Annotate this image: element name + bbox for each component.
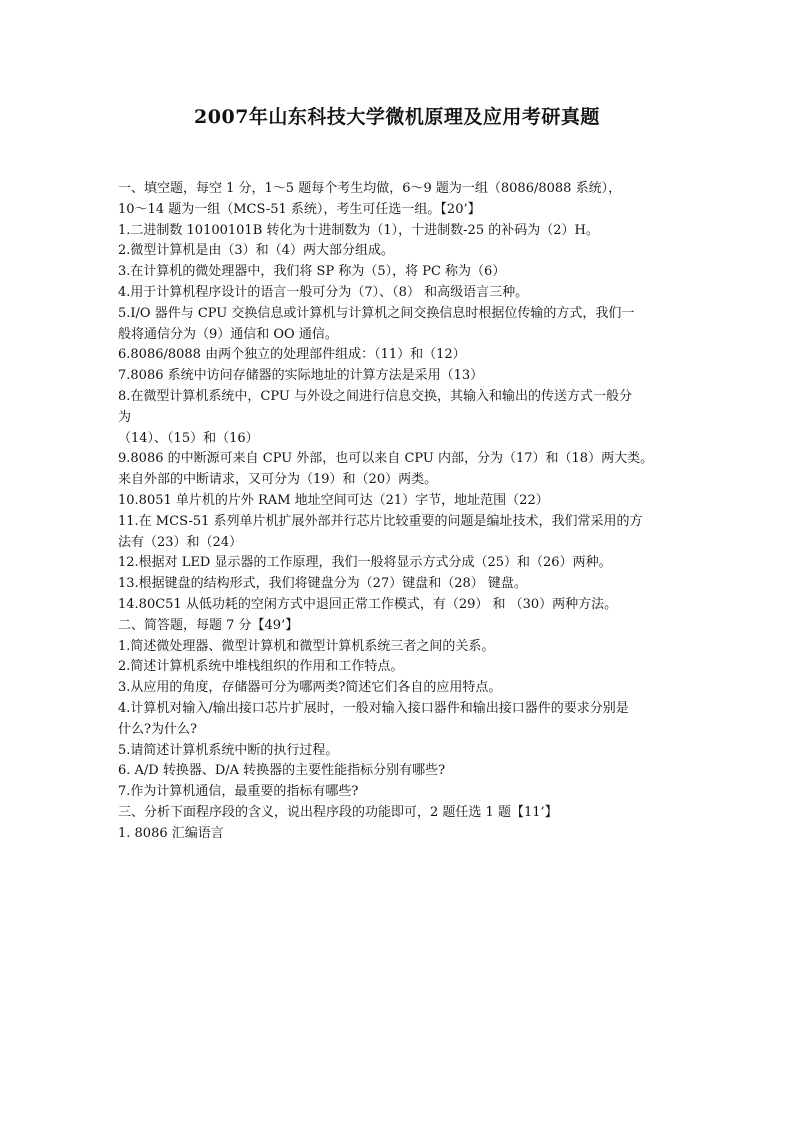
short-answer-5: 5.请简述计算机系统中断的执行过程。 xyxy=(118,742,339,758)
short-answer-2: 2.简述计算机系统中堆栈组织的作用和工作特点。 xyxy=(118,659,404,675)
section-1-heading: 一、填空题，每空 1 分，1～5 题每个考生均做，6～9 题为一组（8086/8088 系统）， xyxy=(118,181,622,196)
question-8-cont: 为 xyxy=(118,409,132,425)
question-8: 8.在微型计算机系统中，CPU 与外设之间进行信息交换，其输入和输出的传送方式一般分 xyxy=(118,388,632,404)
question-7: 7.8086 系统中访问存储器的实际地址的计算方法是采用（13） xyxy=(118,368,484,384)
section-2-heading: 二、简答题，每题 7 分【49’】 xyxy=(118,617,299,633)
short-answer-1: 1.简述微处理器、微型计算机和微型计算机系统三者之间的关系。 xyxy=(118,638,495,654)
section-3-heading: 三、分析下面程序段的含义，说出程序段的功能即可，2 题任选 1 题【11’】 xyxy=(118,804,558,820)
page-title: 2007年山东科技大学微机原理及应用考研真题 xyxy=(194,106,600,128)
question-6: 6.8086/8088 由两个独立的处理部件组成：（11）和（12） xyxy=(118,347,466,363)
analysis-1: 1. 8086 汇编语言 xyxy=(118,825,224,841)
short-answer-7: 7.作为计算机通信，最重要的指标有哪些? xyxy=(118,784,359,800)
short-answer-6: 6. A/D 转换器、D/A 转换器的主要性能指标分别有哪些? xyxy=(118,763,446,779)
question-10: 10.8051 单片机的片外 RAM 地址空间可达（21）字节，地址范围（22） xyxy=(118,492,549,508)
question-2: 2.微型计算机是由（3）和（4）两大部分组成。 xyxy=(118,243,394,259)
question-14: 14.80C51 从低功耗的空闲方式中退回正常工作模式，有（29） 和 （30）两种方法。 xyxy=(118,596,618,612)
section-1-heading-cont: 10～14 题为一组（MCS-51 系统），考生可任选一组。【20’】 xyxy=(118,201,481,217)
short-answer-4: 4.计算机对输入/输出接口芯片扩展时，一般对输入接口器件和输出接口器件的要求分别是 xyxy=(118,700,629,716)
question-5-cont: 般将通信分为（9）通信和 OO 通信。 xyxy=(118,326,338,342)
question-13: 13.根据键盘的结构形式，我们将键盘分为（27）键盘和（28） 键盘。 xyxy=(118,576,527,592)
question-5: 5.I/O 器件与 CPU 交换信息或计算机与计算机之间交换信息时根据位传输的方式，我们一 xyxy=(118,305,635,321)
question-9: 9.8086 的中断源可来自 CPU 外部，也可以来自 CPU 内部，分为（17）和（18）两大类。 xyxy=(118,451,654,467)
question-8-cont-2: （14）、（15）和（16） xyxy=(118,430,259,446)
short-answer-3: 3.从应用的角度，存储器可分为哪两类?简述它们各自的应用特点。 xyxy=(118,680,502,696)
short-answer-4-cont: 什么?为什么? xyxy=(118,721,197,737)
question-1: 1.二进制数 10100101B 转化为十进制数为（1），十进制数-25 的补码为（2）H。 xyxy=(118,222,599,238)
question-11-cont: 法有（23）和（24） xyxy=(118,534,243,550)
question-4: 4.用于计算机程序设计的语言一般可分为（7）、（8） 和高级语言三种。 xyxy=(118,284,529,300)
question-12: 12.根据对 LED 显示器的工作原理，我们一般将显示方式分成（25）和（26）两种。 xyxy=(118,555,612,571)
question-3: 3.在计算机的微处理器中，我们将 SP 称为（5），将 PC 称为（6） xyxy=(118,264,506,280)
question-9-cont: 来自外部的中断请求，又可分为（19）和（20）两类。 xyxy=(118,472,438,488)
exam-content xyxy=(118,179,688,845)
question-11: 11.在 MCS-51 系列单片机扩展外部并行芯片比较重要的问题是编址技术，我们常采用的方 xyxy=(118,513,643,529)
